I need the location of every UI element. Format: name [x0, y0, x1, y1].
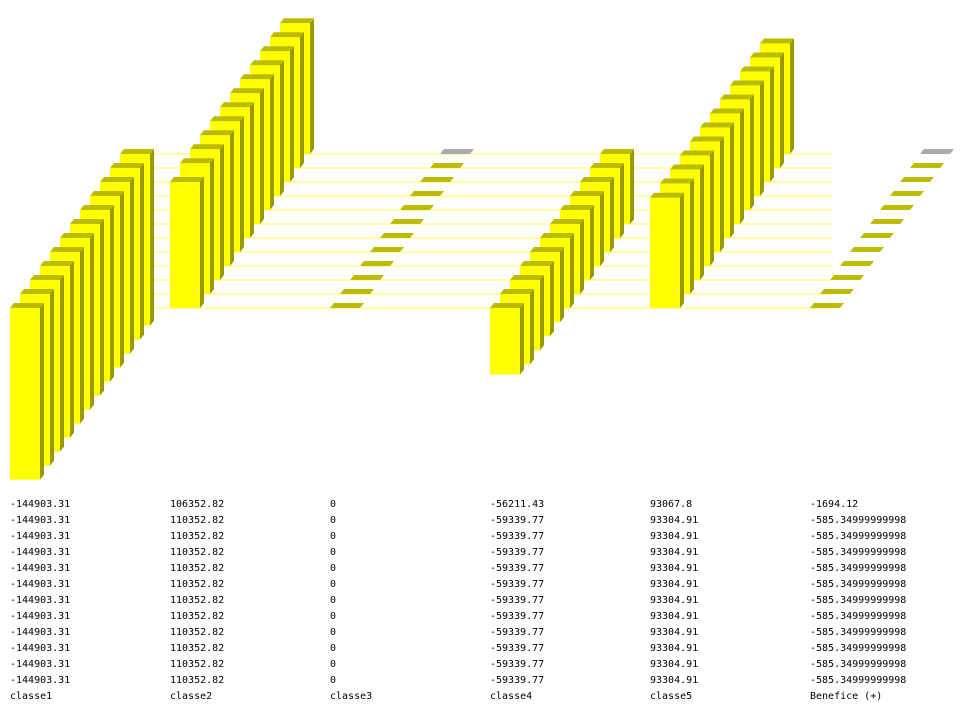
data-label: 93304.91: [650, 643, 699, 654]
data-label: 110352.82: [170, 659, 225, 670]
bar-side: [560, 247, 564, 322]
data-label: -144903.31: [10, 499, 71, 510]
data-label: -585.34999999998: [810, 675, 907, 686]
bar-side: [730, 122, 734, 238]
bar: [820, 289, 854, 294]
data-label: 110352.82: [170, 627, 225, 638]
data-label: -585.34999999998: [810, 515, 907, 526]
data-label: 0: [330, 531, 337, 542]
bar: [900, 177, 934, 182]
bar-top: [650, 193, 684, 198]
data-label: -144903.31: [10, 563, 71, 574]
data-label: -144903.31: [10, 531, 71, 542]
data-label: 110352.82: [170, 643, 225, 654]
bar: [650, 198, 680, 308]
bar: [430, 163, 464, 168]
bar-top: [10, 303, 44, 308]
bar: [870, 219, 904, 224]
bar-top: [60, 233, 94, 238]
bar: [370, 247, 404, 252]
bar-top: [680, 150, 714, 155]
bar-top: [740, 66, 774, 71]
bar: [440, 149, 474, 154]
bar-side: [220, 144, 224, 280]
data-label: -585.34999999998: [810, 547, 907, 558]
bar-top: [670, 164, 704, 169]
data-label: 0: [330, 675, 337, 686]
data-label: 93304.91: [650, 659, 699, 670]
data-label: 0: [330, 659, 337, 670]
bar-side: [280, 60, 284, 196]
bar: [490, 308, 520, 375]
category-label: classe1: [10, 691, 53, 702]
data-label: 0: [330, 627, 337, 638]
data-label: 110352.82: [170, 611, 225, 622]
bar-side: [590, 205, 594, 280]
bar-side: [140, 163, 144, 340]
labels-layer: [10, 499, 906, 702]
bar-side: [260, 88, 264, 224]
bar-top: [70, 219, 104, 224]
bar-side: [70, 261, 74, 438]
bar-side: [740, 108, 744, 224]
data-label: 110352.82: [170, 531, 225, 542]
data-label: -144903.31: [10, 611, 71, 622]
bar: [850, 247, 884, 252]
bar-top: [600, 149, 634, 154]
data-label: -585.34999999998: [810, 611, 907, 622]
bar-top: [190, 144, 224, 149]
data-label: 93304.91: [650, 579, 699, 590]
bar: [420, 177, 454, 182]
bar-top: [540, 233, 574, 238]
bar-side: [50, 289, 54, 466]
bar-top: [280, 18, 314, 23]
data-label: 0: [330, 611, 337, 622]
bar-side: [620, 163, 624, 238]
bar-side: [110, 205, 114, 382]
bar-top: [40, 261, 74, 266]
bar-top: [550, 219, 584, 224]
bar-side: [120, 191, 124, 368]
bar-top: [520, 261, 554, 266]
bar-side: [720, 136, 724, 252]
category-label: Benefice (+): [810, 691, 883, 702]
bar-side: [130, 177, 134, 354]
data-label: 110352.82: [170, 675, 225, 686]
bar-side: [680, 193, 684, 308]
bar-side: [710, 150, 714, 266]
bar: [810, 303, 844, 308]
data-label: 93304.91: [650, 563, 699, 574]
data-label: -144903.31: [10, 547, 71, 558]
data-label: 0: [330, 563, 337, 574]
data-label: -56211.43: [490, 499, 545, 510]
bar-top: [490, 303, 524, 308]
bar-side: [270, 74, 274, 210]
bar-side: [760, 80, 764, 196]
data-label: 106352.82: [170, 499, 225, 510]
data-label: -585.34999999998: [810, 595, 907, 606]
bar-top: [180, 158, 214, 163]
bar-side: [630, 149, 634, 224]
data-label: 0: [330, 595, 337, 606]
data-label: 0: [330, 579, 337, 590]
bar: [830, 275, 864, 280]
bar-side: [310, 18, 314, 154]
bar-side: [580, 219, 584, 294]
bar-side: [530, 289, 534, 364]
bar: [390, 219, 424, 224]
data-label: -59339.77: [490, 515, 545, 526]
bar-top: [730, 80, 764, 85]
data-label: -59339.77: [490, 659, 545, 670]
bar-top: [110, 163, 144, 168]
data-label: 110352.82: [170, 515, 225, 526]
data-label: -144903.31: [10, 627, 71, 638]
bar-top: [200, 130, 234, 135]
data-label: -59339.77: [490, 531, 545, 542]
bar-side: [250, 102, 254, 238]
bar-side: [700, 164, 704, 280]
data-label: -144903.31: [10, 579, 71, 590]
data-label: 0: [330, 547, 337, 558]
bar-side: [570, 233, 574, 308]
bar: [350, 275, 384, 280]
bar-top: [50, 247, 84, 252]
bar-top: [570, 191, 604, 196]
data-label: -1694.12: [810, 499, 859, 510]
category-label: classe3: [330, 691, 373, 702]
bar-top: [720, 94, 754, 99]
bar-top: [30, 275, 64, 280]
bar-side: [230, 130, 234, 266]
category-label: classe4: [490, 691, 533, 702]
bar: [410, 191, 444, 196]
bar-side: [520, 303, 524, 375]
bar-side: [690, 178, 694, 294]
bar: [860, 233, 894, 238]
bar-top: [580, 177, 614, 182]
bar-side: [790, 38, 794, 154]
data-label: -59339.77: [490, 563, 545, 574]
data-label: -585.34999999998: [810, 659, 907, 670]
bar-side: [540, 275, 544, 350]
bar-side: [210, 158, 214, 294]
bar-top: [90, 191, 124, 196]
bar: [840, 261, 874, 266]
bar-top: [560, 205, 594, 210]
bar-side: [90, 233, 94, 410]
bar-side: [40, 303, 44, 480]
bar: [910, 163, 944, 168]
bar-top: [590, 163, 624, 168]
data-label: -144903.31: [10, 659, 71, 670]
data-label: 110352.82: [170, 547, 225, 558]
bar-top: [230, 88, 264, 93]
bar-top: [260, 46, 294, 51]
bar-top: [700, 122, 734, 127]
bar: [360, 261, 394, 266]
bar-top: [660, 178, 694, 183]
data-label: -59339.77: [490, 547, 545, 558]
data-label: -59339.77: [490, 675, 545, 686]
data-label: 93304.91: [650, 675, 699, 686]
bar-top: [270, 32, 304, 37]
bar-side: [100, 219, 104, 396]
bar-top: [250, 60, 284, 65]
bar-top: [510, 275, 544, 280]
bars-layer: [10, 18, 954, 479]
bar-side: [60, 275, 64, 452]
data-label: -144903.31: [10, 643, 71, 654]
bar-top: [100, 177, 134, 182]
data-label: -585.34999999998: [810, 579, 907, 590]
bar-side: [600, 191, 604, 266]
bar-side: [150, 149, 154, 326]
bar: [330, 303, 364, 308]
bar: [880, 205, 914, 210]
data-label: -585.34999999998: [810, 643, 907, 654]
data-label: -59339.77: [490, 643, 545, 654]
bar: [170, 182, 200, 308]
bar: [380, 233, 414, 238]
category-label: classe5: [650, 691, 693, 702]
data-label: 93304.91: [650, 627, 699, 638]
data-label: -585.34999999998: [810, 563, 907, 574]
bar-top: [750, 52, 784, 57]
bar-side: [80, 247, 84, 424]
data-label: -59339.77: [490, 611, 545, 622]
bar-side: [290, 46, 294, 182]
bar-top: [760, 38, 794, 43]
category-label: classe2: [170, 691, 213, 702]
bar: [340, 289, 374, 294]
data-label: -585.34999999998: [810, 531, 907, 542]
bar-top: [690, 136, 724, 141]
bar-side: [300, 32, 304, 168]
bar-top: [210, 116, 244, 121]
bar-top: [220, 102, 254, 107]
bar-side: [780, 52, 784, 168]
bar-top: [80, 205, 114, 210]
bar: [890, 191, 924, 196]
data-label: 93304.91: [650, 515, 699, 526]
data-label: -144903.31: [10, 595, 71, 606]
data-label: 0: [330, 499, 337, 510]
bar-top: [530, 247, 564, 252]
bar-top: [120, 149, 154, 154]
bar-side: [550, 261, 554, 336]
bar-top: [710, 108, 744, 113]
bar-top: [20, 289, 54, 294]
bar: [920, 149, 954, 154]
bar-top: [500, 289, 534, 294]
data-label: 93067.8: [650, 499, 693, 510]
data-label: 93304.91: [650, 595, 699, 606]
data-label: -59339.77: [490, 627, 545, 638]
data-label: -585.34999999998: [810, 627, 907, 638]
data-label: 93304.91: [650, 611, 699, 622]
bar-top: [240, 74, 274, 79]
bar-side: [200, 177, 204, 308]
data-label: -144903.31: [10, 675, 71, 686]
bar: [10, 308, 40, 480]
data-label: 110352.82: [170, 595, 225, 606]
data-label: -144903.31: [10, 515, 71, 526]
bar-top: [170, 177, 204, 182]
bar-side: [750, 94, 754, 210]
data-label: -59339.77: [490, 595, 545, 606]
data-label: 0: [330, 515, 337, 526]
data-label: 93304.91: [650, 547, 699, 558]
data-label: 110352.82: [170, 579, 225, 590]
bar-side: [610, 177, 614, 252]
data-label: -59339.77: [490, 579, 545, 590]
data-label: 0: [330, 643, 337, 654]
data-label: 110352.82: [170, 563, 225, 574]
bar-side: [240, 116, 244, 252]
bar-side: [770, 66, 774, 182]
bar: [400, 205, 434, 210]
data-label: 93304.91: [650, 531, 699, 542]
